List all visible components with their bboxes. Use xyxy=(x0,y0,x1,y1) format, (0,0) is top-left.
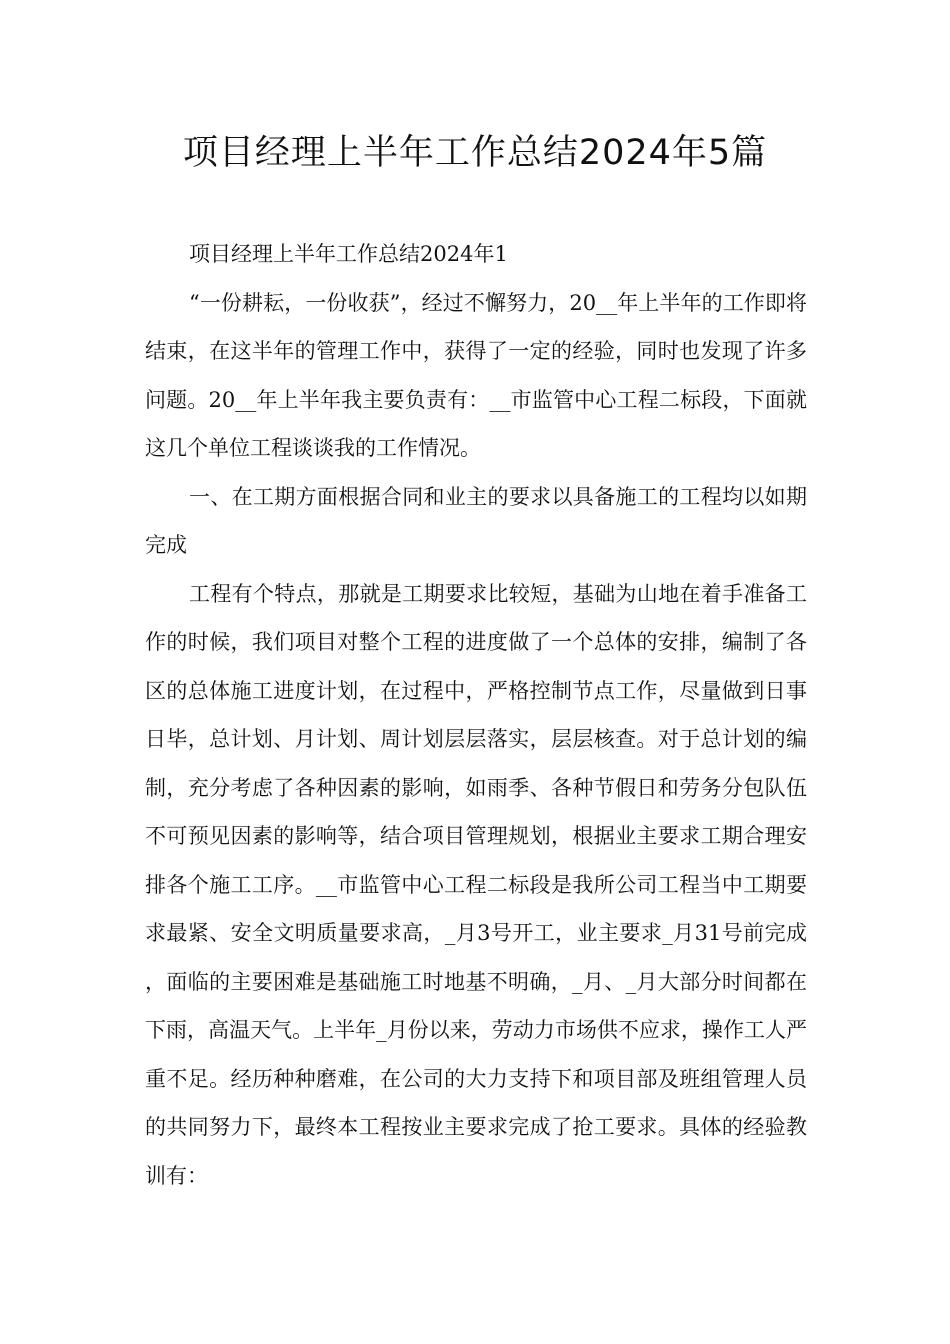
paragraph-subtitle: 项目经理上半年工作总结2024年1 xyxy=(189,242,508,266)
paragraph-schedule-details: 工程有个特点，那就是工期要求比较短，基础为山地在着手准备工作的时候，我们项目对整个工程的进度做了一个总体的安排，编制了各区的总体施工进度计划，在过程中，严格控制节点工作，尽量做到日事日毕，总计划、月计划、周计划层层落实，层层核查。对于总计划的编制，充分考虑了各种因素的影响，如雨季、各种节假日和劳务分包队伍不可预见因素的影响等，结合项目管理规划，根据业主要求工期合理安排各个施工工序。__市监管中心工程二标段是我所公司工程当中工期要求最紧、安全文明质量要求高，_月3号开工，业主要求_月31号前完成，面临的主要困难是基础施工时地基不明确，_月、_月大部分时间都在下雨，高温天气。上半年_月份以来，劳动力市场供不应求，操作工人严重不足。经历种种磨难，在公司的大力支持下和项目部及班组管理人员的共同努力下，最终本工程按业主要求完成了抢工要求。具体的经验教训有： xyxy=(145,581,807,1188)
document-body xyxy=(145,230,807,1200)
paragraph-section-heading: 一、在工期方面根据合同和业主的要求以具备施工的工程均以如期完成 xyxy=(145,484,807,557)
document-title: 项目经理上半年工作总结2024年5篇 xyxy=(182,133,768,173)
paragraph-intro: “一份耕耘，一份收获”，经过不懈努力，20__年上半年的工作即将结束，在这半年的管理工作中，获得了一定的经验，同时也发现了许多问题。20__年上半年我主要负责有：__市监管中心工程二标段，下面就这几个单位工程谈谈我的工作情况。 xyxy=(145,290,807,460)
